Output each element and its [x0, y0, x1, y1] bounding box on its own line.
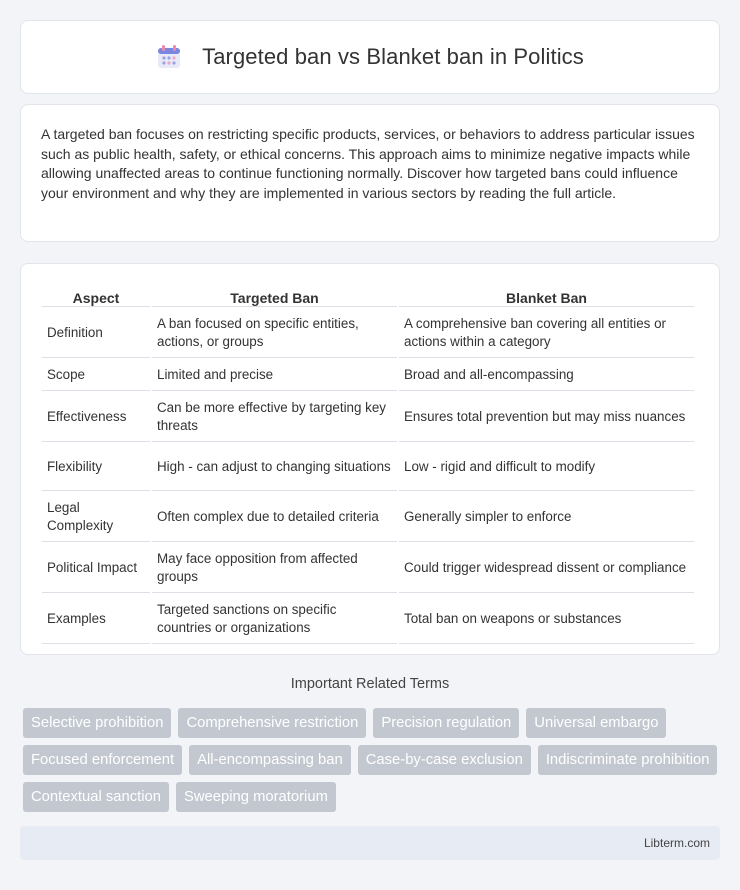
cell-blanket: Total ban on weapons or substances: [399, 595, 694, 644]
cell-blanket: Ensures total prevention but may miss nuances: [399, 393, 694, 442]
cell-blanket: Could trigger widespread dissent or compliance: [399, 544, 694, 593]
table-row: [42, 493, 694, 542]
cell-aspect: Effectiveness: [42, 393, 150, 442]
header-blanket-ban: Blanket Ban: [399, 286, 694, 307]
cell-aspect: Legal Complexity: [42, 493, 150, 542]
table-row: [42, 360, 694, 391]
header-targeted-ban: Targeted Ban: [152, 286, 397, 307]
related-terms-title: Important Related Terms: [290, 676, 450, 692]
related-term-tag[interactable]: Focused enforcement: [23, 745, 182, 775]
cell-blanket: Generally simpler to enforce: [399, 493, 694, 542]
related-term-tag[interactable]: Case-by-case exclusion: [358, 745, 531, 775]
table-header-row: [42, 286, 694, 307]
cell-aspect: Flexibility: [42, 444, 150, 491]
cell-targeted: Can be more effective by targeting key threats: [152, 393, 397, 442]
cell-blanket: Broad and all-encompassing: [399, 360, 694, 391]
cell-targeted: May face opposition from affected groups: [152, 544, 397, 593]
cell-blanket: Low - rigid and difficult to modify: [399, 444, 694, 491]
cell-targeted: Limited and precise: [152, 360, 397, 391]
page-title: Targeted ban vs Blanket ban in Politics: [202, 44, 584, 69]
cell-aspect: Political Impact: [42, 544, 150, 593]
cell-blanket: A comprehensive ban covering all entities or actions within a category: [399, 309, 694, 358]
intro-card: [20, 104, 720, 242]
table-row: [42, 444, 694, 491]
cell-aspect: Definition: [42, 309, 150, 358]
related-term-tag[interactable]: Universal embargo: [526, 708, 666, 738]
comparison-card: [20, 263, 720, 655]
cell-targeted: Often complex due to detailed criteria: [152, 493, 397, 542]
related-term-tag[interactable]: Indiscriminate prohibition: [538, 745, 718, 775]
footer-site-link[interactable]: Libterm.com: [643, 836, 710, 850]
comparison-table: [40, 284, 696, 646]
cell-aspect: Examples: [42, 595, 150, 644]
related-term-tag[interactable]: Selective prohibition: [23, 708, 171, 738]
related-term-tag[interactable]: Sweeping moratorium: [176, 782, 336, 812]
related-term-tag[interactable]: Precision regulation: [373, 708, 519, 738]
cell-targeted: High - can adjust to changing situations: [152, 444, 397, 491]
cell-targeted: Targeted sanctions on specific countries or organizations: [152, 595, 397, 644]
header-aspect: Aspect: [42, 286, 150, 307]
cell-targeted: A ban focused on specific entities, actions, or groups: [152, 309, 397, 358]
related-term-tag[interactable]: Comprehensive restriction: [178, 708, 366, 738]
related-term-tag[interactable]: Contextual sanction: [23, 782, 169, 812]
cell-aspect: Scope: [42, 360, 150, 391]
table-row: [42, 595, 694, 644]
footer: [20, 826, 720, 860]
related-term-tag[interactable]: All-encompassing ban: [189, 745, 351, 775]
header-card: [20, 20, 720, 94]
calendar-icon: [156, 44, 182, 70]
table-row: [42, 393, 694, 442]
intro-text: A targeted ban focuses on restricting specific products, services, or behaviors to address particular issues such as public health, safety, or ethical concerns. This approach aims to minimize negative impacts while allowing unaffected areas to continue functioning normally. Discover how targeted bans could influence your environment and why they are implemented in various sectors by reading the full article.: [41, 126, 695, 201]
table-row: [42, 309, 694, 358]
table-row: [42, 544, 694, 593]
related-terms-list: [23, 708, 723, 812]
